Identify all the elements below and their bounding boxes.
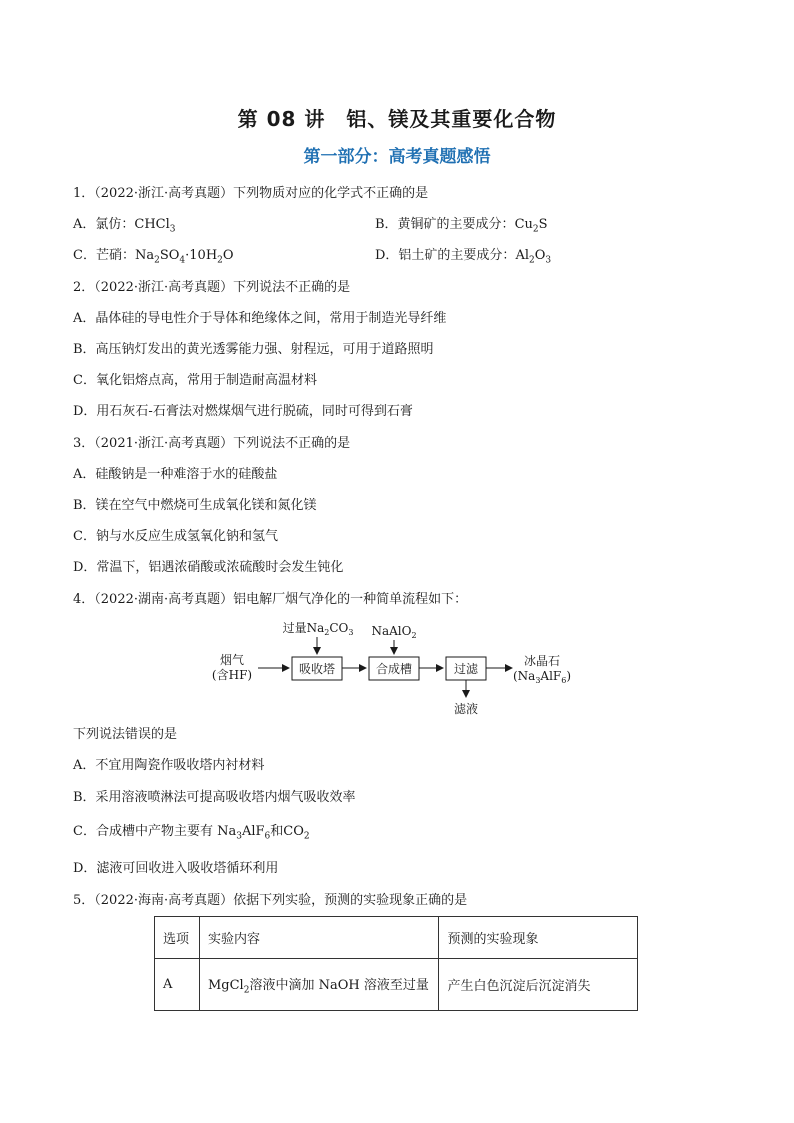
q3-stem: 3．（2021·浙江·高考真题）下列说法不正确的是	[73, 436, 351, 451]
table-row	[155, 959, 638, 1011]
flow-input-label: 烟气	[219, 653, 245, 667]
experiment-table	[154, 916, 638, 1011]
flow-input-sublabel: (含HF)	[211, 668, 253, 682]
q1-option-d: D．铝土矿的主要成分：$Al_2O_3$	[375, 248, 552, 266]
table-header-cell: 预测的实验现象	[439, 917, 638, 959]
q2-option-a: A．晶体硅的导电性介于导体和绝缘体之间，常用于制造光导纤维	[73, 311, 447, 326]
q2-stem: 2．（2022·浙江·高考真题）下列说法不正确的是	[73, 280, 351, 295]
q3-option-d: D．常温下，铝遇浓硝酸或浓硫酸时会发生钝化	[73, 560, 344, 575]
q4-option-a: A．不宜用陶瓷作吸收塔内衬材料	[73, 758, 265, 773]
process-flow-diagram	[210, 618, 590, 718]
filtrate-label: 滤液	[453, 702, 479, 716]
table-cell-option: A	[155, 959, 200, 1011]
q1-option-a: A．氯仿：CHCl$_3$	[73, 217, 176, 235]
synthesis-label: 合成槽	[375, 662, 413, 676]
q1-stem: 1．（2022·浙江·高考真题）下列物质对应的化学式不正确的是	[73, 186, 429, 201]
flow-output-formula: $(Na_3AlF_6)$	[512, 669, 572, 685]
reagent1-label: 过量$Na_2CO_3$	[282, 621, 354, 637]
filter-label: 过滤	[453, 662, 479, 676]
q2-option-d: D．用石灰石-石膏法对燃煤烟气进行脱硫，同时可得到石膏	[73, 404, 413, 419]
q4-stem: 4．（2022·湖南·高考真题）铝电解厂烟气净化的一种简单流程如下：	[73, 592, 468, 607]
q4-option-d: D．滤液可回收进入吸收塔循环利用	[73, 861, 279, 876]
table-header-row	[155, 917, 638, 959]
q3-option-b: B．镁在空气中燃烧可生成氧化镁和氮化镁	[73, 498, 317, 513]
q3-option-a: A．硅酸钠是一种难溶于水的硅酸盐	[73, 467, 278, 482]
q1-option-c: C．芒硝：$Na_2SO_4\cdot 10H_2O$	[73, 248, 234, 266]
q4-option-b: B．采用溶液喷淋法可提高吸收塔内烟气吸收效率	[73, 790, 356, 805]
table-cell-phenomenon: 产生白色沉淀后沉淀消失	[439, 959, 638, 1011]
flow-output-label: 冰晶石	[523, 654, 561, 668]
table-header-cell: 选项	[155, 917, 200, 959]
q1-option-b: B．黄铜矿的主要成分：$Cu_2S$	[375, 217, 548, 235]
q2-option-b: B．高压钠灯发出的黄光透雾能力强、射程远，可用于道路照明	[73, 342, 434, 357]
table-cell-content: MgCl$_2$溶液中滴加 NaOH 溶液至过量	[199, 959, 439, 1011]
q4-option-c: C．合成槽中产物主要有 $Na_3AlF_6$和$CO_2$	[73, 824, 310, 842]
q5-stem: 5．（2022·海南·高考真题）依据下列实验，预测的实验现象正确的是	[73, 893, 468, 908]
table-header-cell: 实验内容	[199, 917, 439, 959]
section-subtitle: 第一部分：高考真题感悟	[303, 147, 491, 167]
page-title: 第 08 讲 铝、镁及其重要化合物	[237, 107, 557, 131]
q3-option-c: C．钠与水反应生成氢氧化钠和氢气	[73, 529, 278, 544]
reagent2-label: NaAlO$_2$	[371, 624, 417, 640]
absorber-label: 吸收塔	[298, 662, 336, 676]
q2-option-c: C．氧化铝熔点高，常用于制造耐高温材料	[73, 373, 317, 388]
q4-ask: 下列说法错误的是	[73, 727, 178, 742]
